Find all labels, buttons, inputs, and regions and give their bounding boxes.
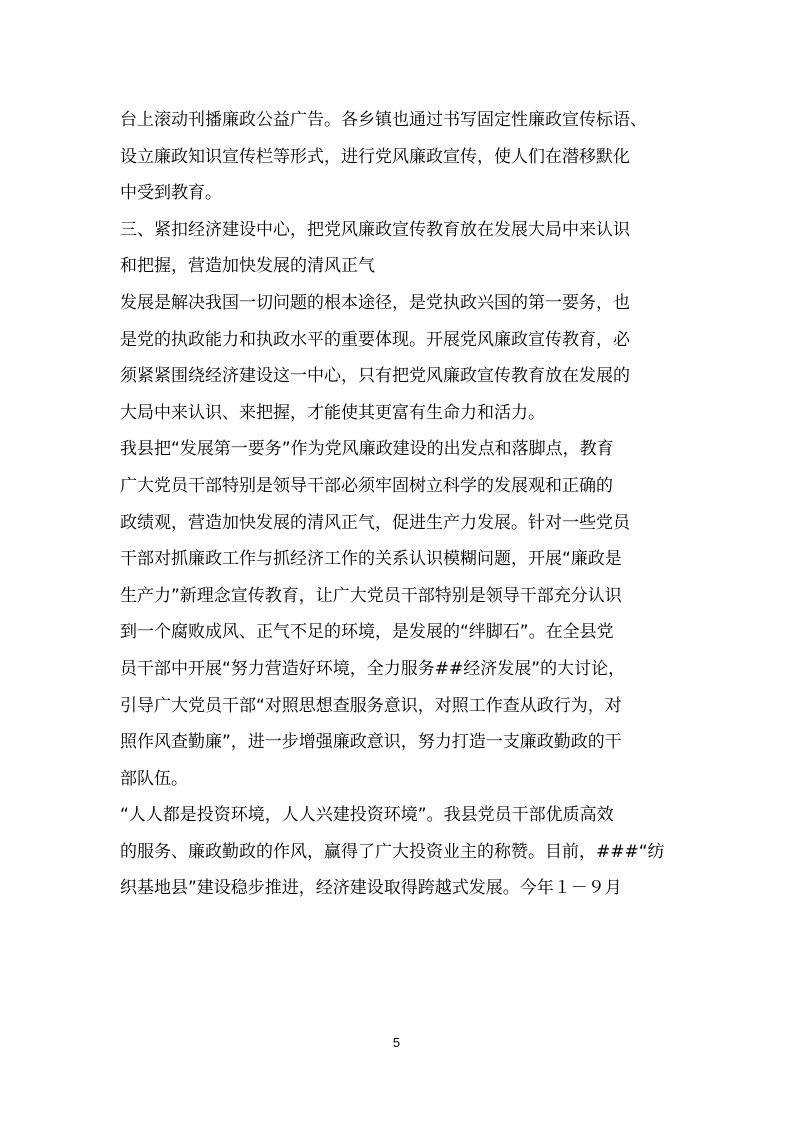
page-number: 5	[392, 1035, 401, 1050]
text-line: 发展是解决我国一切问题的根本途径，是党执政兴国的第一要务，也	[120, 292, 630, 313]
text-line: 是党的执政能力和执政水平的重要体现。开展党风廉政宣传教育，必	[120, 329, 630, 350]
text-line: 台上滚动刊播廉政公益广告。各乡镇也通过书写固定性廉政宣传标语、	[120, 110, 647, 130]
text-line: 大局中来认识、来把握，才能使其更富有生命力和活力。	[120, 402, 545, 423]
text-line: 政绩观，营造加快发展的清风正气，促进生产力发展。针对一些党员	[120, 512, 630, 533]
section-heading-line: 和把握，营造加快发展的清风正气	[120, 256, 375, 277]
body-text	[120, 102, 680, 907]
text-line: 照作风查勤廉”，进一步增强廉政意识，努力打造一支廉政勤政的干	[120, 732, 622, 753]
text-line: 生产力”新理念宣传教育，让广大党员干部特别是领导干部充分认识	[120, 585, 622, 606]
text-line: 我县把“发展第一要务”作为党风廉政建设的出发点和落脚点，教育	[120, 439, 614, 460]
text-line: 到一个腐败成风、正气不足的环境，是发展的“绊脚石”。在全县党	[120, 622, 614, 643]
text-line: 的服务、廉政勤政的作风，赢得了广大投资业主的称赞。目前，###“纺	[120, 841, 665, 862]
text-line: 织基地县”建设稳步推进，经济建设取得跨越式发展。今年１－９月	[120, 878, 622, 899]
text-line: 员干部中开展“努力营造好环境，全力服务##经济发展”的大讨论，	[120, 658, 626, 679]
text-line: “人人都是投资环境，人人兴建投资环境”。我县党员干部优质高效	[120, 805, 614, 826]
text-line: 须紧紧围绕经济建设这一中心，只有把党风廉政宣传教育放在发展的	[120, 366, 630, 387]
text-line: 广大党员干部特别是领导干部必须牢固树立科学的发展观和正确的	[120, 475, 613, 496]
text-line: 中受到教育。	[120, 183, 222, 204]
text-line: 设立廉政知识宣传栏等形式，进行党风廉政宣传，使人们在潜移默化	[120, 146, 630, 167]
text-line: 部队伍。	[120, 768, 188, 789]
text-line: 引导广大党员干部“对照思想查服务意识，对照工作查从政行为，对	[120, 695, 622, 716]
section-heading-line: 三、紧扣经济建设中心，把党风廉政宣传教育放在发展大局中来认识	[120, 219, 630, 240]
text-line: 干部对抓廉政工作与抓经济工作的关系认识模糊问题，开展“廉政是	[120, 549, 622, 570]
